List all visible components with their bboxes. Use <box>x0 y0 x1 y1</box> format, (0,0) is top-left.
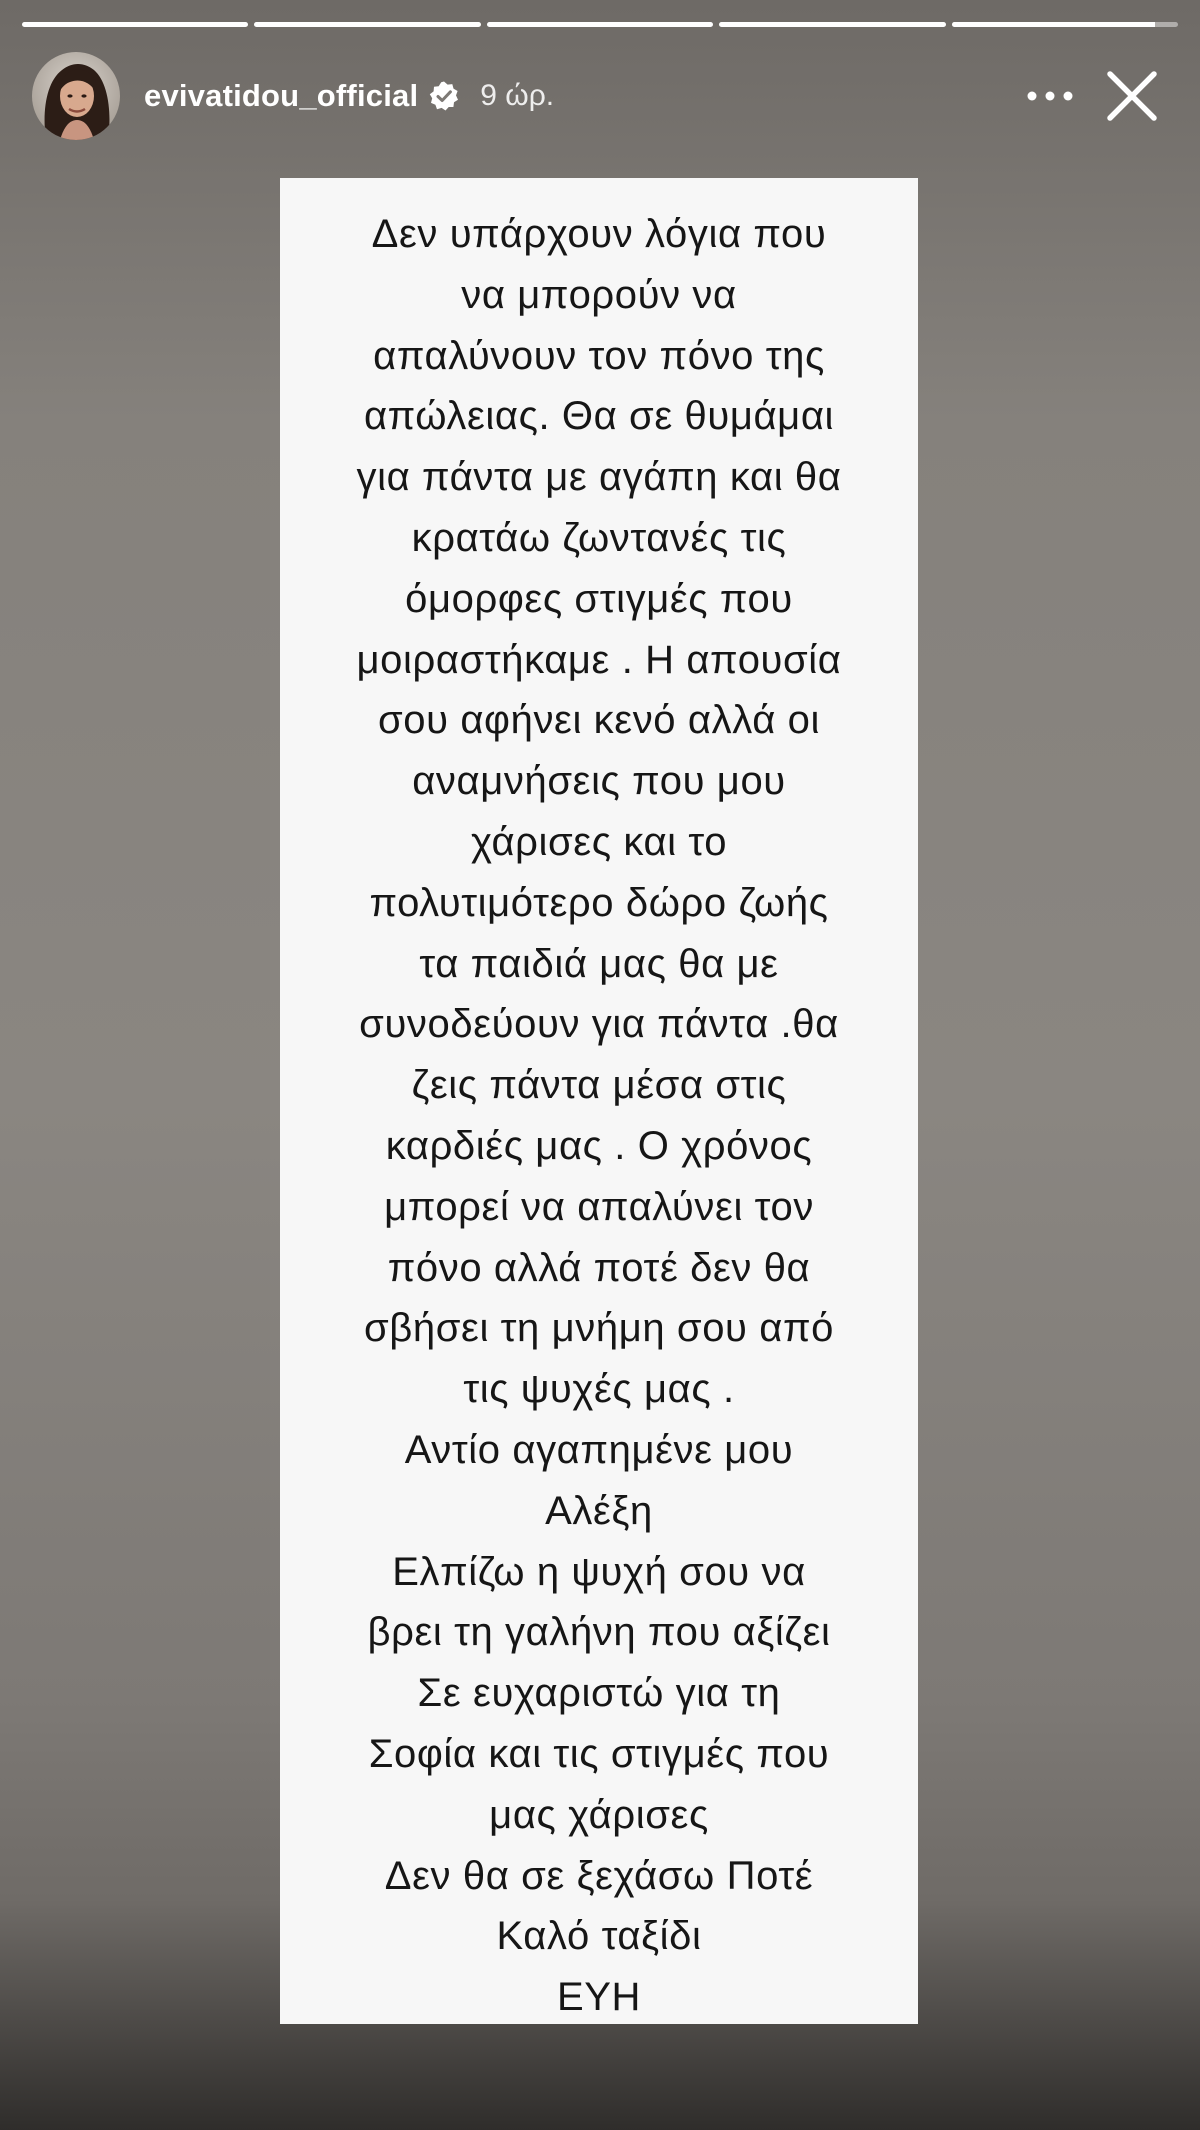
note-text-line: σου αφήνει κενό αλλά οι <box>378 698 820 743</box>
note-text-line: απαλύνουν τον πόνο της <box>373 333 825 378</box>
verified-badge-icon <box>428 80 460 112</box>
note-text-line: για πάντα με αγάπη και θα <box>356 455 842 500</box>
note-text-line: σβήσει τη μνήμη σου από <box>363 1306 834 1351</box>
note-text-line: Δεν υπάρχουν λόγια που <box>371 212 827 256</box>
progress-segment <box>254 22 480 27</box>
note-text-line: μας χάρισες <box>489 1792 709 1837</box>
username[interactable]: evivatidou_official <box>144 78 419 113</box>
close-icon <box>1104 68 1160 124</box>
more-options-button[interactable] <box>1022 68 1078 124</box>
post-time: 9 ώρ. <box>480 79 555 112</box>
avatar-image <box>32 52 120 140</box>
note-text-line: χάρισες και το <box>470 819 728 864</box>
note-text-line: να μπορούν να <box>461 272 737 317</box>
note-text-line: καρδιές μας . Ο χρόνος <box>385 1123 813 1168</box>
note-text-line: κρατάω ζωντανές τις <box>411 515 787 560</box>
note-text-line: τις ψυχές μας . <box>463 1367 735 1412</box>
note-text-line: Αλέξη <box>545 1488 653 1533</box>
close-button[interactable] <box>1096 60 1168 132</box>
note-text-line: Σε ευχαριστώ για τη <box>417 1671 781 1716</box>
note-text-line: ζεις πάντα μέσα στις <box>411 1063 787 1108</box>
avatar[interactable] <box>32 52 120 140</box>
progress-segment <box>487 22 713 27</box>
note-text-line: Σοφία και τις στιγμές που <box>368 1731 830 1776</box>
note-text-line: μοιραστήκαμε . Η απουσία <box>356 637 842 682</box>
note-text-line: πόνο αλλά ποτέ δεν θα <box>387 1245 811 1290</box>
note-text-line: πολυτιμότερο δώρο ζωής <box>369 880 829 925</box>
note-text-line: μπορεί να απαλύνει τον <box>384 1184 814 1229</box>
note-text-line: τα παιδιά μας θα με <box>419 941 779 986</box>
note-text-line: βρει τη γαλήνη που αξίζει <box>367 1610 831 1655</box>
note-text-line: Ελπίζω η ψυχή σου να <box>392 1549 806 1594</box>
more-horizontal-icon <box>1026 90 1074 102</box>
progress-segment <box>22 22 248 27</box>
note-text-line: Δεν θα σε ξεχάσω Ποτέ <box>384 1853 814 1898</box>
note-text-line: αναμνήσεις που μου <box>412 759 786 804</box>
progress-segment <box>719 22 945 27</box>
note-text-line: Καλό ταξίδι <box>496 1914 702 1959</box>
note-text-line: ΕΥΗ <box>556 1975 642 2020</box>
note-text-line: όμορφες στιγμές που <box>405 576 793 621</box>
story-header <box>32 50 1168 142</box>
note-text-line: συνοδεύουν για πάντα .θα <box>359 1002 839 1047</box>
note-text-line: Αντίο αγαπημένε μου <box>404 1427 794 1472</box>
story-text-card <box>280 178 918 2024</box>
progress-segment <box>952 22 1178 27</box>
note-text-line: απώλειας. Θα σε θυμάμαι <box>363 394 835 439</box>
story-progress-bar <box>22 22 1178 27</box>
